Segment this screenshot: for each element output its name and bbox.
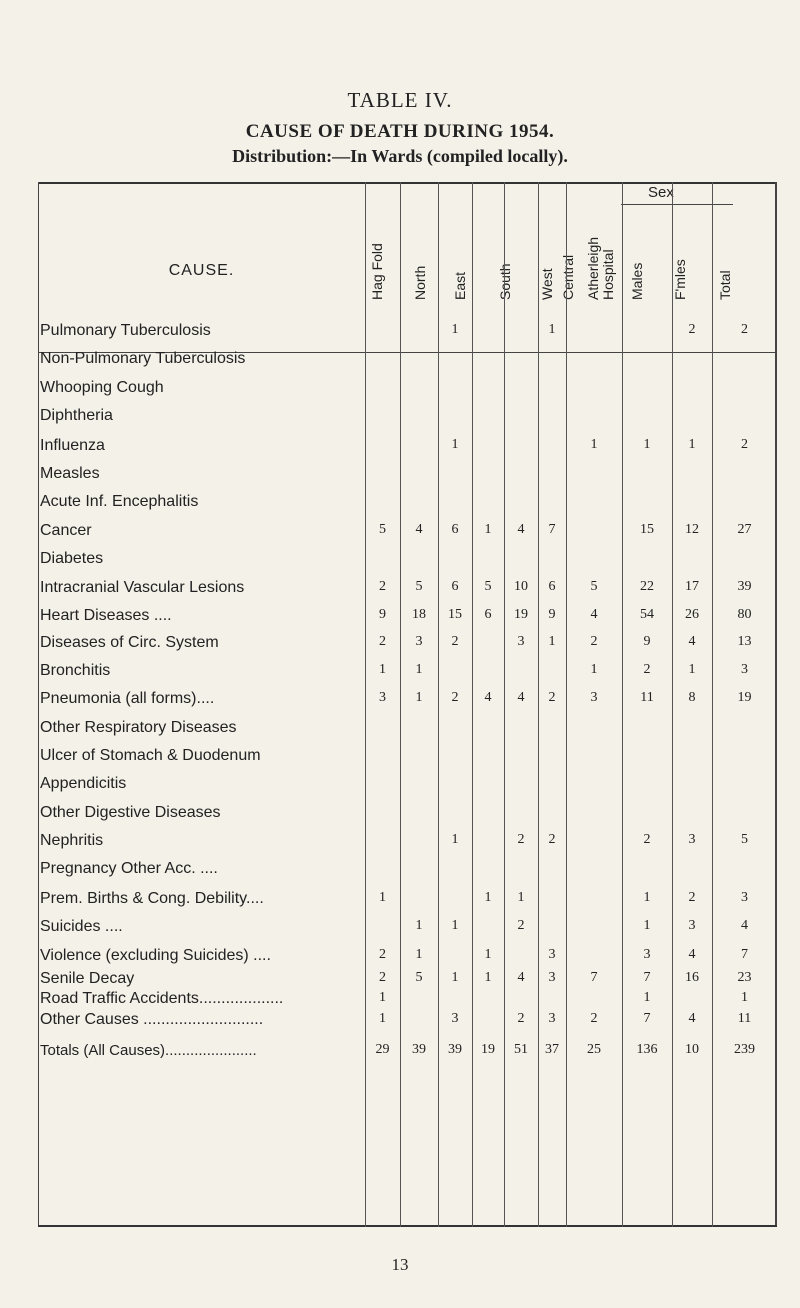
fem-cell: 26 [685, 607, 699, 622]
males-cell: 1 [643, 437, 651, 452]
hag-cell: 29 [375, 1042, 390, 1057]
central-cell: 2 [548, 832, 556, 847]
males-cell: 7 [643, 1011, 651, 1026]
cause-label: Other Respiratory Diseases [40, 719, 237, 736]
central-cell: 6 [548, 579, 556, 594]
ath-cell: 4 [590, 607, 598, 622]
males-cell: 136 [636, 1042, 658, 1057]
south-cell: 19 [481, 1042, 495, 1057]
table-row [38, 322, 777, 352]
column-rule [400, 182, 401, 1227]
hag-cell: 2 [379, 970, 386, 985]
males-cell: 54 [640, 607, 654, 622]
west-cell: 2 [517, 832, 525, 847]
fem-cell: 4 [688, 947, 696, 962]
cause-label: Acute Inf. Encephalitis [40, 493, 199, 510]
west-cell: 3 [517, 634, 525, 649]
north-cell: 4 [415, 522, 423, 537]
fem-cell: 1 [688, 662, 696, 677]
hag-cell: 5 [379, 522, 386, 537]
total-cell: 23 [737, 970, 752, 985]
total-cell: 80 [737, 607, 752, 622]
hag-cell: 1 [379, 1011, 386, 1026]
total-cell: 5 [741, 832, 748, 847]
total-cell: 13 [737, 634, 752, 649]
cause-label: Whooping Cough [40, 379, 164, 396]
central-cell: 3 [548, 1011, 556, 1026]
east-cell: 1 [451, 322, 459, 337]
cause-label: Totals (All Causes)...................... [40, 1042, 257, 1059]
north-cell: 5 [415, 579, 423, 594]
north-cell: 1 [415, 947, 423, 962]
east-cell: 39 [448, 1042, 462, 1057]
west-cell: 2 [517, 918, 525, 933]
ath-cell: 3 [590, 690, 598, 705]
south-cell: 4 [484, 690, 492, 705]
fem-cell: 4 [688, 1011, 696, 1026]
ath-cell: 2 [590, 634, 598, 649]
table-row [38, 550, 777, 580]
table-row [38, 379, 777, 409]
fem-cell: 8 [688, 690, 696, 705]
central-cell: 1 [548, 322, 556, 337]
total-cell: 11 [737, 1011, 752, 1026]
hag-cell: 2 [379, 634, 386, 649]
central-cell: 3 [548, 970, 556, 985]
ath-cell: 2 [590, 1011, 598, 1026]
table-row [38, 350, 777, 380]
fem-cell: 4 [688, 634, 696, 649]
cause-column-header: CAUSE. [168, 262, 235, 279]
cause-label: Prem. Births & Cong. Debility.... [40, 890, 264, 907]
table-row [38, 607, 777, 637]
south-cell: 6 [484, 607, 492, 622]
cause-label: Cancer [40, 522, 92, 539]
cause-label: Diphtheria [40, 407, 113, 424]
table-row [38, 579, 777, 609]
table-row [38, 522, 777, 552]
ath-cell: 25 [587, 1042, 601, 1057]
cause-label: Heart Diseases .... [40, 607, 172, 624]
south-column-header: South [497, 263, 513, 300]
table-row [38, 690, 777, 720]
cause-label: Nephritis [40, 832, 104, 849]
east-cell: 6 [451, 522, 459, 537]
males-cell: 11 [640, 690, 654, 705]
central-cell: 2 [548, 690, 556, 705]
west-cell: 1 [517, 890, 525, 905]
table-row [38, 407, 777, 437]
fem-cell: 1 [688, 437, 696, 452]
east-cell: 1 [451, 970, 459, 985]
fem-cell: 2 [688, 890, 696, 905]
west-column-header: West [539, 268, 555, 300]
east-column-header: East [452, 271, 468, 300]
hag-cell: 2 [379, 947, 386, 962]
column-rule [438, 182, 439, 1227]
south-cell: 1 [484, 970, 492, 985]
north-cell: 3 [415, 634, 423, 649]
distribution-note: Distribution:—In Wards (compiled locally). [232, 146, 568, 166]
central-cell: 37 [545, 1042, 559, 1057]
total-cell: 2 [741, 437, 748, 452]
east-cell: 1 [451, 918, 459, 933]
males-cell: 15 [640, 522, 654, 537]
table-row [38, 437, 777, 467]
west-cell: 2 [517, 1011, 525, 1026]
table-row [38, 493, 777, 523]
column-rule [472, 182, 473, 1227]
ath-cell: 5 [590, 579, 598, 594]
south-cell: 1 [484, 890, 492, 905]
cause-label: Ulcer of Stomach & Duodenum [40, 747, 261, 764]
total-cell: 39 [737, 579, 752, 594]
cause-label: Intracranial Vascular Lesions [40, 579, 245, 596]
cause-label: Diabetes [40, 550, 104, 567]
north-cell: 1 [415, 690, 423, 705]
fem-cell: 12 [685, 522, 699, 537]
hag-cell: 1 [379, 662, 386, 677]
east-cell: 6 [451, 579, 459, 594]
central-column-header: Central [560, 254, 576, 300]
central-cell: 7 [548, 522, 556, 537]
east-cell: 15 [448, 607, 462, 622]
table-row [38, 662, 777, 692]
table-row [38, 747, 777, 777]
total-cell: 2 [741, 322, 748, 337]
south-cell: 5 [484, 579, 492, 594]
central-cell: 9 [548, 607, 556, 622]
cause-label: Appendicitis [40, 775, 127, 792]
total-cell: 239 [734, 1042, 755, 1057]
totals-row [38, 1042, 777, 1072]
ath-cell: 1 [590, 662, 598, 677]
total-cell: 4 [741, 918, 748, 933]
table-row [38, 832, 777, 862]
cause-of-death-table [38, 182, 777, 1227]
cause-label: Road Traffic Accidents................... [40, 990, 284, 1007]
males-cell: 9 [643, 634, 651, 649]
total-cell: 27 [737, 522, 752, 537]
total-cell: 1 [741, 990, 748, 1005]
cause-label: Diseases of Circ. System [40, 634, 219, 651]
west-cell: 4 [517, 522, 525, 537]
sex-column-header: Sex [648, 184, 674, 201]
table-row [38, 804, 777, 834]
cause-label: Pulmonary Tuberculosis [40, 322, 211, 339]
fem-cell: 3 [688, 918, 696, 933]
fem-cell: 10 [685, 1042, 699, 1057]
east-cell: 1 [451, 437, 459, 452]
north-cell: 5 [415, 970, 423, 985]
hag-cell: 9 [379, 607, 386, 622]
hag-fold-column-header: Hag Fold [369, 243, 385, 300]
fem-cell: 3 [688, 832, 696, 847]
males-cell: 1 [643, 918, 651, 933]
central-cell: 3 [548, 947, 556, 962]
page-number: 13 [391, 1255, 409, 1274]
cause-label: Pregnancy Other Acc. .... [40, 860, 218, 877]
hag-cell: 3 [379, 690, 386, 705]
west-cell: 51 [514, 1042, 528, 1057]
west-cell: 10 [514, 579, 528, 594]
table-row [38, 634, 777, 664]
hag-cell: 1 [379, 990, 386, 1005]
cause-label: Influenza [40, 437, 105, 454]
cause-label: Other Digestive Diseases [40, 804, 221, 821]
north-cell: 1 [415, 662, 423, 677]
total-cell: 3 [741, 662, 748, 677]
column-rule [566, 182, 567, 1227]
males-cell: 7 [643, 970, 651, 985]
cause-label: Suicides .... [40, 918, 123, 935]
fem-cell: 16 [685, 970, 699, 985]
males-cell: 2 [643, 662, 651, 677]
cause-label: Senile Decay [40, 970, 135, 987]
east-cell: 3 [451, 1011, 459, 1026]
table-subtitle: CAUSE OF DEATH DURING 1954. [245, 121, 555, 142]
east-cell: 2 [451, 634, 459, 649]
cause-label: Measles [40, 465, 100, 482]
column-rule [504, 182, 505, 1227]
males-cell: 22 [640, 579, 654, 594]
west-cell: 4 [517, 970, 525, 985]
cause-label: Non-Pulmonary Tuberculosis [40, 350, 246, 367]
table-row [38, 775, 777, 805]
table-row [38, 860, 777, 890]
west-cell: 4 [517, 690, 525, 705]
hag-cell: 1 [379, 890, 386, 905]
table-row [38, 918, 777, 948]
males-cell: 1 [643, 990, 651, 1005]
table-row [38, 719, 777, 749]
column-rule [712, 182, 713, 1227]
males-cell: 2 [643, 832, 651, 847]
males-cell: 1 [643, 890, 651, 905]
females-column-header: F'mles [672, 259, 688, 300]
north-column-header: North [412, 265, 428, 300]
fem-cell: 2 [688, 322, 696, 337]
column-rule [672, 182, 673, 1227]
table-row [38, 1011, 777, 1041]
central-cell: 1 [548, 634, 556, 649]
column-rule [365, 182, 366, 1227]
atherleigh-column-header: Atherleigh Hospital [585, 236, 616, 300]
ath-cell: 1 [590, 437, 598, 452]
south-cell: 1 [484, 947, 492, 962]
table-row [38, 465, 777, 495]
cause-label: Pneumonia (all forms).... [40, 690, 215, 707]
sex-header-rule [621, 204, 733, 205]
ath-cell: 7 [590, 970, 598, 985]
table-bottom-border [38, 1225, 777, 1227]
north-cell: 1 [415, 918, 423, 933]
fem-cell: 17 [685, 579, 699, 594]
column-rule [622, 182, 623, 1227]
north-cell: 18 [412, 607, 426, 622]
west-cell: 19 [514, 607, 528, 622]
cause-label: Violence (excluding Suicides) .... [40, 947, 271, 964]
east-cell: 1 [451, 832, 459, 847]
cause-label: Bronchitis [40, 662, 111, 679]
total-cell: 3 [741, 890, 748, 905]
total-cell: 7 [741, 947, 748, 962]
east-cell: 2 [451, 690, 459, 705]
cause-label: Other Causes ........................... [40, 1011, 264, 1028]
total-column-header: Total [717, 270, 733, 300]
column-rule [538, 182, 539, 1227]
total-cell: 19 [737, 690, 752, 705]
north-cell: 39 [412, 1042, 426, 1057]
males-column-header: Males [629, 262, 645, 300]
table-title: TABLE IV. [347, 88, 453, 112]
south-cell: 1 [484, 522, 492, 537]
hag-cell: 2 [379, 579, 386, 594]
table-row [38, 890, 777, 920]
males-cell: 3 [643, 947, 651, 962]
